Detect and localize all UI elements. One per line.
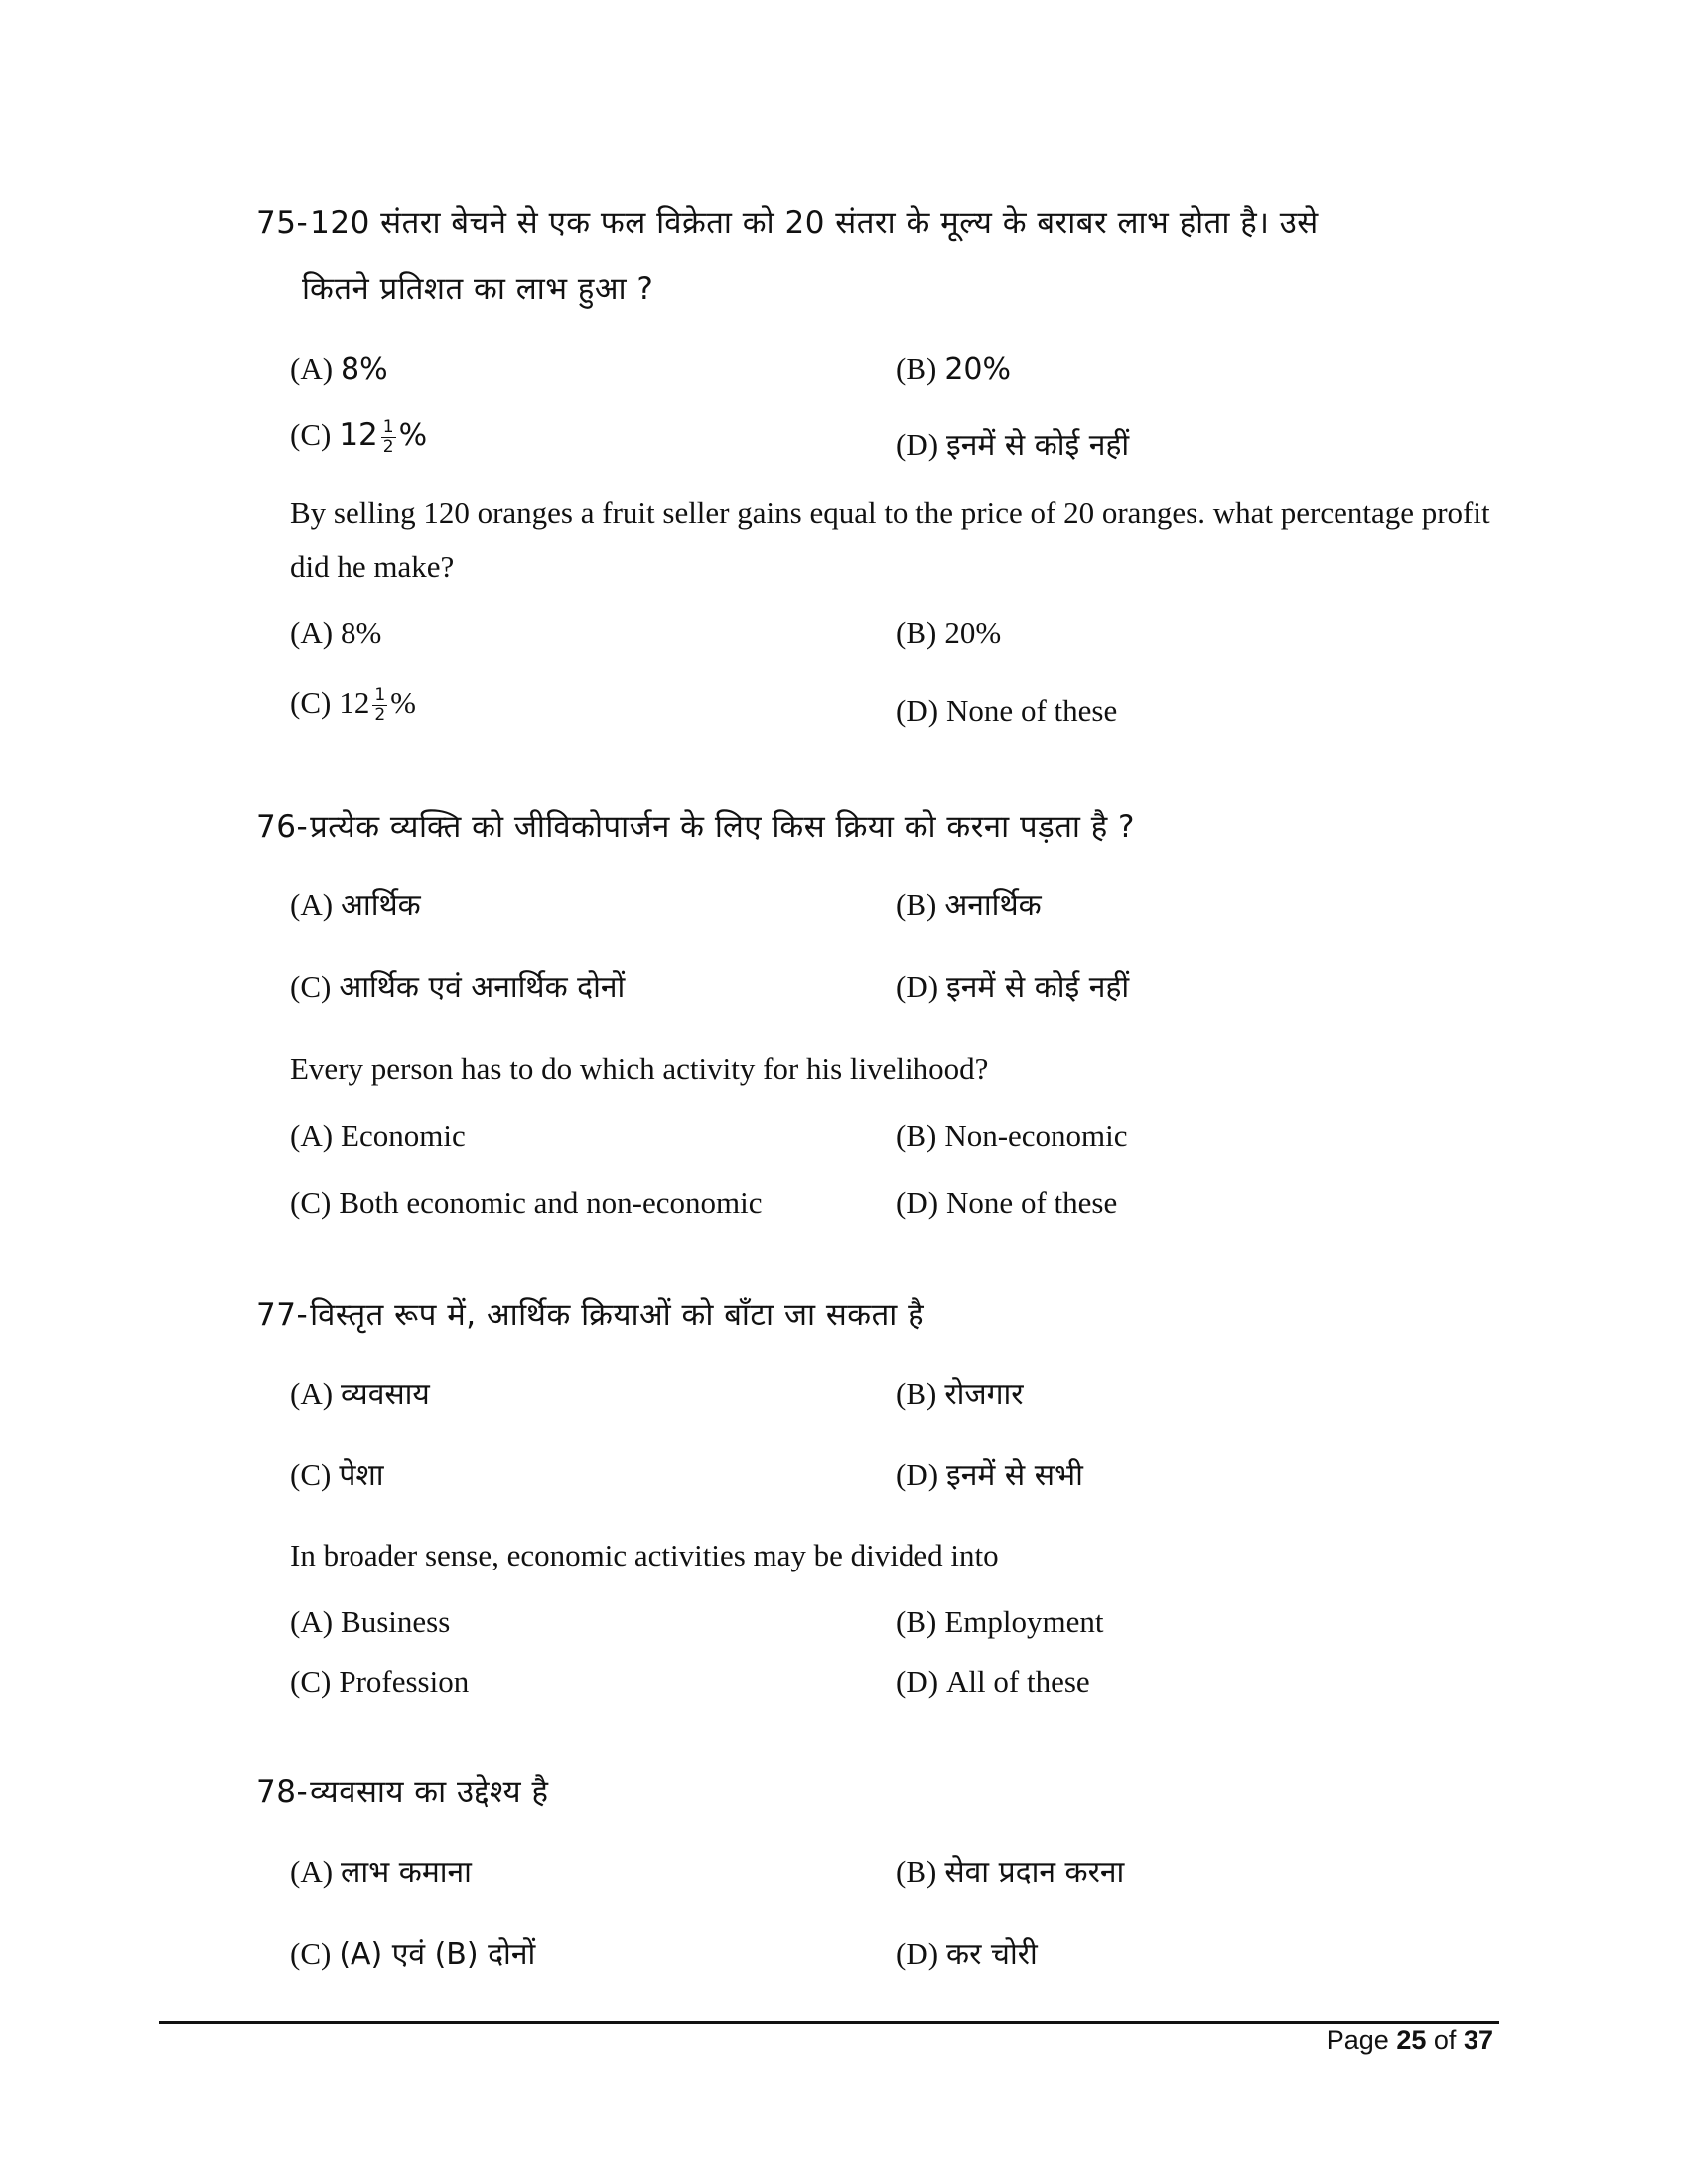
option-a: (A) Business [290,1604,451,1639]
fraction: $\frac{1}{2}$ [382,417,394,458]
option-c: (C) (A) एवं (B) दोनों [290,1936,536,1972]
question-number: 76- [256,809,309,845]
option-a: (A) 8% [290,615,382,650]
option-d: (D) None of these [896,1185,1118,1220]
question-75-hindi [256,191,1487,322]
footer-divider [159,2021,1499,2024]
option-d: (D) इनमें से कोई नहीं [896,969,1130,1005]
option-a: (A) व्यवसाय [290,1376,430,1412]
mixed-number-whole: 12 [339,417,378,453]
option-a: (A) 8% [290,351,388,387]
option-c: (C) 12 $\frac{1}{2}$ % [290,417,428,458]
option-a: (A) आर्थिक [290,887,421,923]
option-b: (B) अनार्थिक [896,887,1042,923]
question-text: व्यवसाय का उद्देश्य है [310,1774,549,1810]
option-d: (D) All of these [896,1664,1090,1699]
question-text-line2: कितने प्रतिशत का लाभ हुआ ? [302,271,654,307]
question-78-hindi [256,1759,1487,1825]
option-b: (B) सेवा प्रदान करना [896,1854,1125,1890]
option-b: (B) Employment [896,1604,1104,1639]
option-d: (D) कर चोरी [896,1936,1038,1972]
question-text: विस्तृत रूप में, आर्थिक क्रियाओं को बाँटा जा सकता है [310,1297,925,1333]
question-76-english: Every person has to do which activity for his livelihood? [290,1051,989,1086]
mixed-number-whole: 12 [339,685,370,720]
option-a: (A) लाभ कमाना [290,1854,472,1890]
question-number: 77- [256,1297,309,1333]
option-b: (B) Non-economic [896,1118,1128,1153]
option-b: (B) रोजगार [896,1376,1024,1412]
option-d: (D) इनमें से सभी [896,1457,1083,1493]
option-b: (B) 20% [896,615,1002,650]
question-number: 78- [256,1774,309,1810]
option-c: (C) आर्थिक एवं अनार्थिक दोनों [290,969,626,1005]
option-c: (C) पेशा [290,1457,384,1493]
option-c: (C) Profession [290,1664,470,1699]
question-76-hindi [256,794,1487,860]
question-text: प्रत्येक व्यक्ति को जीविकोपार्जन के लिए किस क्रिया को करना पड़ता है ? [310,809,1136,845]
option-c: (C) Both economic and non-economic [290,1185,763,1220]
question-number: 75- [256,205,309,241]
option-b: (B) 20% [896,351,1012,387]
question-75-english: By selling 120 oranges a fruit seller gains equal to the price of 20 oranges. what percentage profit did he make? [290,495,1490,584]
page-number: Page 25 of 37 [1326,2025,1493,2055]
option-d: (D) None of these [896,693,1118,728]
question-77-english: In broader sense, economic activities may be divided into [290,1538,999,1572]
option-c: (C) 12 $\frac{1}{2}$ % [290,685,416,726]
fraction: $\frac{1}{2}$ [374,685,386,726]
question-77-hindi [256,1283,1487,1348]
option-a: (A) Economic [290,1118,466,1153]
option-d: (D) इनमें से कोई नहीं [896,427,1130,463]
question-text-line1: 120 संतरा बेचने से एक फल विक्रेता को 20 संतरा के मूल्य के बराबर लाभ होता है। उसे [310,205,1319,241]
